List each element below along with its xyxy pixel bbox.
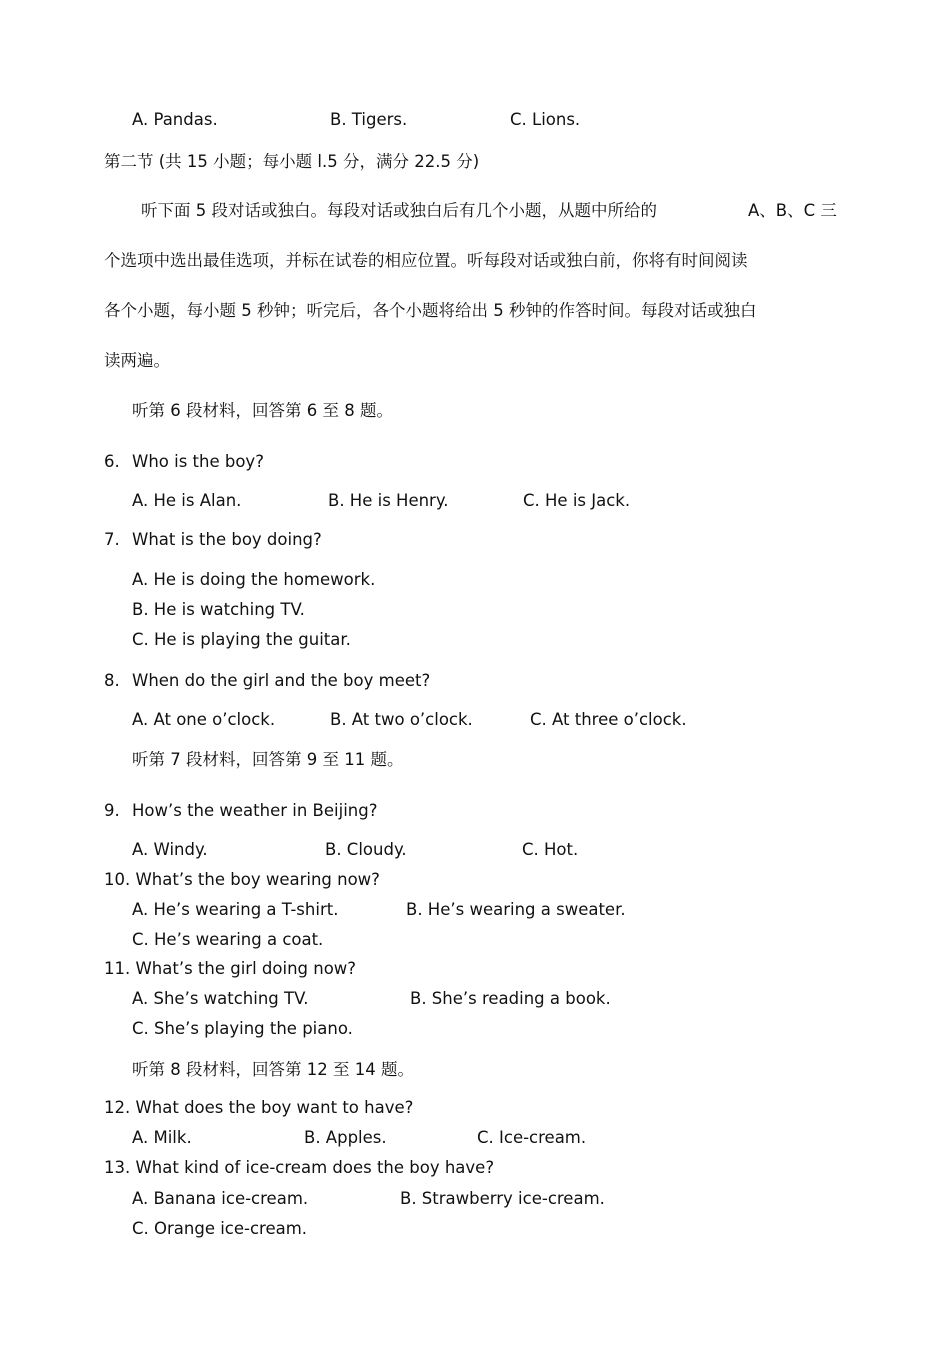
q13-option-a: A. Banana ice-cream.	[132, 1189, 309, 1208]
q7-number: 7.	[104, 530, 120, 549]
option-b: B. Tigers.	[330, 110, 408, 129]
instructions-line-4: 读两遍。	[104, 351, 170, 370]
instructions-line-3: 各个小题，每小题 5 秒钟；听完后，各个小题将给出 5 秒钟的作答时间。每段对话或独白	[104, 301, 757, 320]
q10-option-b: B. He’s wearing a sweater.	[406, 900, 626, 919]
q8-option-b: B. At two o’clock.	[330, 710, 473, 729]
instructions-line-1-tail: A、B、C 三	[748, 201, 837, 220]
q12-stem: 12. What does the boy want to have?	[104, 1098, 414, 1117]
q11-option-a: A. She’s watching TV.	[132, 989, 309, 1008]
q11-option-b: B. She’s reading a book.	[410, 989, 611, 1008]
q7-option-a: A. He is doing the homework.	[132, 570, 376, 589]
q9-stem: How’s the weather in Beijing?	[132, 801, 378, 820]
q6-stem: Who is the boy?	[132, 452, 264, 471]
q6-option-a: A. He is Alan.	[132, 491, 242, 510]
q6-option-b: B. He is Henry.	[328, 491, 449, 510]
q8-number: 8.	[104, 671, 120, 690]
q13-option-b: B. Strawberry ice-cream.	[400, 1189, 605, 1208]
q11-option-c: C. She’s playing the piano.	[132, 1019, 353, 1038]
q7-option-b: B. He is watching TV.	[132, 600, 305, 619]
q13-option-c: C. Orange ice-cream.	[132, 1219, 308, 1238]
q9-option-c: C. Hot.	[522, 840, 579, 859]
q7-stem: What is the boy doing?	[132, 530, 322, 549]
section-heading: 第二节 (共 15 小题；每小题 l.5 分，满分 22.5 分)	[104, 152, 480, 171]
part8-intro: 听第 8 段材料，回答第 12 至 14 题。	[132, 1060, 414, 1079]
q8-option-c: C. At three o’clock.	[530, 710, 687, 729]
instructions-line-2: 个选项中选出最佳选项，并标在试卷的相应位置。听每段对话或独白前，你将有时间阅读	[104, 251, 748, 270]
q9-option-a: A. Windy.	[132, 840, 208, 859]
q9-number: 9.	[104, 801, 120, 820]
q12-option-c: C. Ice-cream.	[477, 1128, 587, 1147]
q11-stem: 11. What’s the girl doing now?	[104, 959, 357, 978]
q9-option-b: B. Cloudy.	[325, 840, 407, 859]
instructions-line-1: 听下面 5 段对话或独白。每段对话或独白后有几个小题，从题中所给的	[141, 201, 657, 220]
q13-stem: 13. What kind of ice-cream does the boy have?	[104, 1158, 495, 1177]
part6-intro: 听第 6 段材料，回答第 6 至 8 题。	[132, 401, 393, 420]
part7-intro: 听第 7 段材料，回答第 9 至 11 题。	[132, 750, 404, 769]
q8-stem: When do the girl and the boy meet?	[132, 671, 431, 690]
option-a: A. Pandas.	[132, 110, 218, 129]
q12-option-a: A. Milk.	[132, 1128, 192, 1147]
q12-option-b: B. Apples.	[304, 1128, 387, 1147]
q10-option-a: A. He’s wearing a T-shirt.	[132, 900, 339, 919]
q10-option-c: C. He’s wearing a coat.	[132, 930, 324, 949]
option-c: C. Lions.	[510, 110, 581, 129]
q6-option-c: C. He is Jack.	[523, 491, 631, 510]
q6-number: 6.	[104, 452, 120, 471]
q8-option-a: A. At one o’clock.	[132, 710, 276, 729]
q7-option-c: C. He is playing the guitar.	[132, 630, 351, 649]
q10-stem: 10. What’s the boy wearing now?	[104, 870, 380, 889]
